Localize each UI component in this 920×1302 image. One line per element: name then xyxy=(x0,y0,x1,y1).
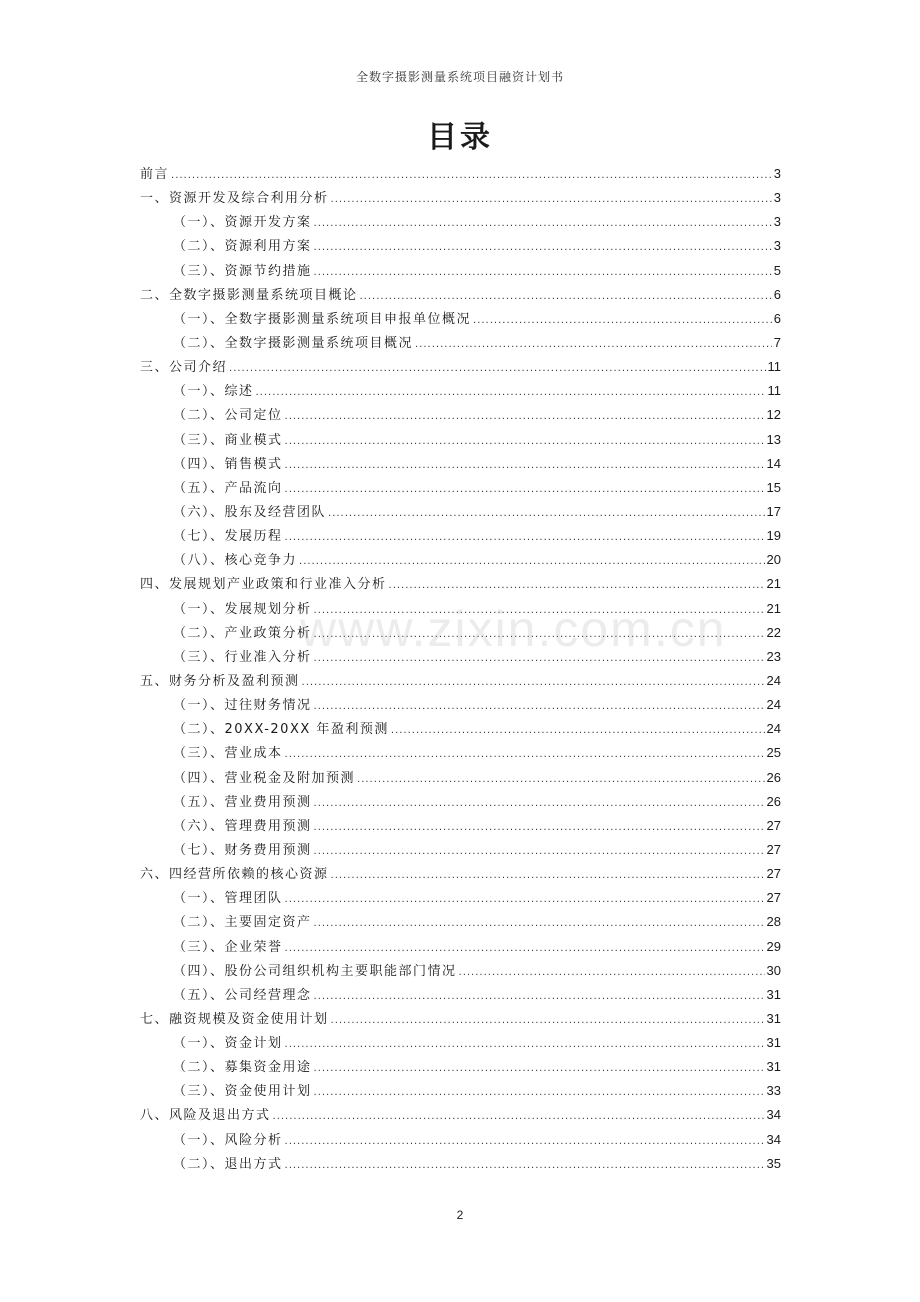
toc-entry-page: 34 xyxy=(766,1107,781,1123)
toc-entry-label: （五）、营业费用预测 xyxy=(173,794,312,810)
toc-entry-page: 31 xyxy=(766,1059,781,1075)
toc-entry-page: 33 xyxy=(766,1083,781,1099)
toc-entry-label: （四）、销售模式 xyxy=(173,456,283,472)
toc-entry-page: 21 xyxy=(766,600,781,616)
toc-leader-dots xyxy=(314,816,765,840)
toc-entry-label: （二）、20XX-20XX 年盈利预测 xyxy=(173,722,389,738)
toc-leader-dots xyxy=(314,623,765,647)
toc-entry-page: 3 xyxy=(773,190,781,206)
toc-entry-page: 34 xyxy=(766,1131,781,1147)
toc-entry-label: 二、全数字摄影测量系统项目概论 xyxy=(140,287,358,303)
toc-entry-page: 27 xyxy=(766,817,781,833)
toc-entry-label: （二）、产业政策分析 xyxy=(173,625,312,641)
toc-leader-dots xyxy=(285,1154,765,1178)
toc-entry[interactable] xyxy=(140,645,781,669)
toc-entry-label: （四）、股份公司组织机构主要职能部门情况 xyxy=(173,963,457,979)
toc-entry-page: 13 xyxy=(766,431,781,447)
toc-leader-dots xyxy=(314,985,765,1009)
toc-entry-page: 11 xyxy=(767,383,781,399)
toc-entry[interactable] xyxy=(140,379,781,403)
toc-entry[interactable] xyxy=(140,814,781,838)
toc-leader-dots xyxy=(285,526,765,550)
toc-entry-label: （七）、财务费用预测 xyxy=(173,842,312,858)
toc-entry-label: （一）、资源开发方案 xyxy=(173,215,312,231)
toc-entry[interactable] xyxy=(140,1103,781,1127)
toc-entry[interactable] xyxy=(140,452,781,476)
toc-entry-page: 29 xyxy=(766,938,781,954)
toc-entry-page: 3 xyxy=(773,166,781,181)
toc-leader-dots xyxy=(285,454,765,478)
toc-leader-dots xyxy=(314,1057,765,1081)
toc-leader-dots xyxy=(314,912,765,936)
toc-entry-label: （一）、资金计划 xyxy=(173,1036,283,1052)
toc-entry-label: 三、公司介绍 xyxy=(140,360,228,376)
toc-entry-page: 35 xyxy=(766,1155,781,1171)
toc-entry[interactable] xyxy=(140,741,781,765)
toc-leader-dots xyxy=(285,888,765,912)
toc-leader-dots xyxy=(302,671,765,695)
toc-entry-label: （七）、发展历程 xyxy=(173,529,283,545)
toc-leader-dots xyxy=(314,1081,765,1105)
toc-entry[interactable] xyxy=(140,210,781,234)
toc-entry[interactable] xyxy=(140,331,781,355)
toc-entry[interactable] xyxy=(140,790,781,814)
toc-entry-page: 21 xyxy=(766,576,781,592)
toc-leader-dots xyxy=(229,357,765,381)
toc-leader-dots xyxy=(314,647,765,671)
toc-entry-label: 四、发展规划产业政策和行业准入分析 xyxy=(140,577,387,593)
toc-entry[interactable] xyxy=(140,307,781,331)
toc-entry-label: 八、风险及退出方式 xyxy=(140,1108,271,1124)
page-number: 2 xyxy=(456,1208,464,1222)
toc-entry-page: 25 xyxy=(766,745,781,761)
toc-entry-page: 6 xyxy=(773,286,781,302)
toc-leader-dots xyxy=(285,430,765,454)
toc-entry[interactable] xyxy=(140,693,781,717)
toc-entry[interactable] xyxy=(140,669,781,693)
toc-entry-label: 五、财务分析及盈利预测 xyxy=(140,673,300,689)
toc-entry-page: 28 xyxy=(766,914,781,930)
toc-entry[interactable] xyxy=(140,476,781,500)
toc-entry-label: （一）、全数字摄影测量系统项目申报单位概况 xyxy=(173,311,472,327)
toc-entry-page: 27 xyxy=(766,890,781,906)
toc-entry[interactable] xyxy=(140,1031,781,1055)
toc-leader-dots xyxy=(314,840,765,864)
toc-entry[interactable] xyxy=(140,959,781,983)
toc-entry-page: 26 xyxy=(766,793,781,809)
toc-entry-label: （四）、营业税金及附加预测 xyxy=(173,770,356,786)
toc-entry-page: 31 xyxy=(766,1035,781,1051)
toc-leader-dots xyxy=(473,309,772,333)
watermark: www.zixin.com.cn xyxy=(300,601,727,657)
toc-leader-dots xyxy=(415,333,772,357)
toc-leader-dots xyxy=(256,381,766,405)
toc-entry[interactable] xyxy=(140,428,781,452)
toc-entry-page: 5 xyxy=(773,262,781,278)
toc-entry[interactable] xyxy=(140,283,781,307)
toc-entry-label: （一）、综述 xyxy=(173,384,254,400)
toc-entry-page: 26 xyxy=(766,769,781,785)
toc-entry-label: （六）、股东及经营团队 xyxy=(173,504,327,520)
toc-entry[interactable] xyxy=(140,548,781,572)
toc-entry-label: （三）、资金使用计划 xyxy=(173,1084,312,1100)
toc-entry[interactable] xyxy=(140,186,781,210)
toc-leader-dots xyxy=(285,405,765,429)
toc-entry-page: 15 xyxy=(766,479,781,495)
toc-entry-page: 20 xyxy=(766,552,781,568)
toc-entry-label: （二）、全数字摄影测量系统项目概况 xyxy=(173,335,414,351)
running-header: 全数字摄影测量系统项目融资计划书 xyxy=(355,70,564,84)
toc-entry-page: 31 xyxy=(766,1010,781,1026)
toc-entry[interactable] xyxy=(140,1128,781,1152)
toc-entry-label: （一）、过往财务情况 xyxy=(173,698,312,714)
toc-leader-dots xyxy=(331,1009,765,1033)
toc-entry-label: （三）、资源节约措施 xyxy=(173,263,312,279)
toc-entry[interactable] xyxy=(140,162,781,186)
toc-entry-label: 前言 xyxy=(140,167,170,182)
toc-entry-page: 27 xyxy=(766,866,781,882)
toc-entry-page: 24 xyxy=(766,697,781,713)
toc-entry[interactable] xyxy=(140,621,781,645)
toc-entry-page: 11 xyxy=(767,359,781,375)
toc-entry-page: 14 xyxy=(766,455,781,471)
toc-entry[interactable] xyxy=(140,500,781,524)
toc-entry-label: （六）、管理费用预测 xyxy=(173,818,312,834)
toc-entry[interactable] xyxy=(140,886,781,910)
toc-entry-page: 3 xyxy=(773,214,781,230)
page-title: 目录 xyxy=(427,120,493,155)
toc-entry[interactable] xyxy=(140,983,781,1007)
toc-leader-dots xyxy=(328,502,765,526)
toc-entry[interactable] xyxy=(140,910,781,934)
toc-leader-dots xyxy=(331,864,765,888)
toc-entry[interactable] xyxy=(140,862,781,886)
toc-entry-page: 31 xyxy=(766,986,781,1002)
toc-entry[interactable] xyxy=(140,935,781,959)
toc-entry-label: （三）、商业模式 xyxy=(173,432,283,448)
toc-leader-dots xyxy=(331,188,772,212)
toc-leader-dots xyxy=(285,1033,765,1057)
toc-entry-page: 23 xyxy=(766,648,781,664)
toc-leader-dots xyxy=(357,768,765,792)
toc-entry[interactable] xyxy=(140,597,781,621)
toc-leader-dots xyxy=(389,574,765,598)
toc-entry[interactable] xyxy=(140,1007,781,1031)
toc-leader-dots xyxy=(285,743,765,767)
toc-leader-dots xyxy=(299,550,765,574)
toc-entry-label: （二）、主要固定资产 xyxy=(173,915,312,931)
toc-entry-label: （一）、发展规划分析 xyxy=(173,601,312,617)
toc-entry[interactable] xyxy=(140,838,781,862)
toc-entry-page: 27 xyxy=(766,841,781,857)
toc-entry[interactable] xyxy=(140,355,781,379)
toc-entry[interactable] xyxy=(140,1152,781,1176)
table-of-contents xyxy=(140,162,781,1176)
toc-entry-page: 7 xyxy=(773,334,781,350)
toc-leader-dots xyxy=(391,719,765,743)
toc-entry-label: （三）、营业成本 xyxy=(173,746,283,762)
toc-leader-dots xyxy=(285,478,765,502)
toc-entry-label: （二）、公司定位 xyxy=(173,408,283,424)
toc-leader-dots xyxy=(314,261,772,285)
toc-entry-page: 6 xyxy=(773,310,781,326)
toc-entry[interactable] xyxy=(140,717,781,741)
toc-entry-page: 22 xyxy=(766,624,781,640)
toc-leader-dots xyxy=(285,937,765,961)
toc-entry-label: 一、资源开发及综合利用分析 xyxy=(140,191,329,207)
toc-leader-dots xyxy=(171,164,772,188)
toc-entry[interactable] xyxy=(140,403,781,427)
toc-leader-dots xyxy=(285,1130,765,1154)
toc-entry-label: 七、融资规模及资金使用计划 xyxy=(140,1011,329,1027)
toc-entry-label: （五）、产品流向 xyxy=(173,480,283,496)
toc-entry-label: 六、四经营所依赖的核心资源 xyxy=(140,867,329,883)
toc-entry-label: （八）、核心竞争力 xyxy=(173,553,298,569)
toc-entry-label: （一）、管理团队 xyxy=(173,891,283,907)
toc-entry[interactable] xyxy=(140,234,781,258)
toc-leader-dots xyxy=(314,695,765,719)
toc-entry-label: （二）、退出方式 xyxy=(173,1156,283,1172)
toc-entry-label: （二）、资源利用方案 xyxy=(173,239,312,255)
toc-entry[interactable] xyxy=(140,572,781,596)
toc-entry[interactable] xyxy=(140,1055,781,1079)
toc-entry-page: 3 xyxy=(773,238,781,254)
toc-leader-dots xyxy=(314,236,772,260)
toc-entry-label: （三）、行业准入分析 xyxy=(173,649,312,665)
toc-leader-dots xyxy=(314,212,772,236)
toc-entry-page: 24 xyxy=(766,672,781,688)
toc-entry-page: 12 xyxy=(766,407,781,423)
toc-entry-label: （五）、公司经营理念 xyxy=(173,987,312,1003)
toc-leader-dots xyxy=(459,961,765,985)
toc-entry-page: 17 xyxy=(766,503,781,519)
toc-entry-page: 19 xyxy=(766,528,781,544)
toc-entry[interactable] xyxy=(140,524,781,548)
toc-leader-dots xyxy=(273,1105,765,1129)
toc-entry[interactable] xyxy=(140,259,781,283)
toc-entry-label: （一）、风险分析 xyxy=(173,1132,283,1148)
toc-entry[interactable] xyxy=(140,1079,781,1103)
toc-leader-dots xyxy=(360,285,772,309)
toc-leader-dots xyxy=(314,599,765,623)
toc-entry-label: （二）、募集资金用途 xyxy=(173,1060,312,1076)
toc-entry-page: 24 xyxy=(766,721,781,737)
toc-entry[interactable] xyxy=(140,766,781,790)
toc-entry-label: （三）、企业荣誉 xyxy=(173,939,283,955)
toc-entry-page: 30 xyxy=(766,962,781,978)
toc-leader-dots xyxy=(314,792,765,816)
